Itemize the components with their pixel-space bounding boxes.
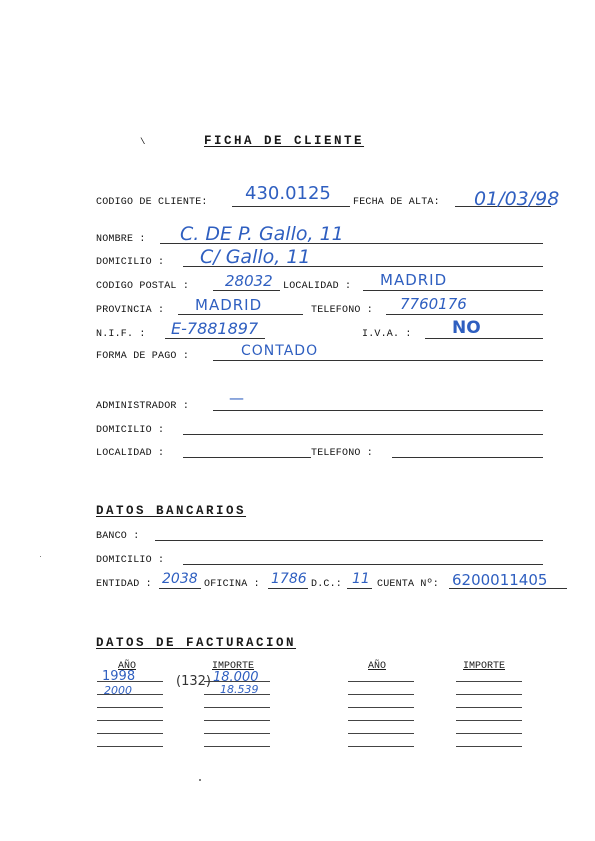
telefono-line xyxy=(386,314,543,315)
col-importe-2: IMPORTE xyxy=(463,661,506,672)
col-importe-1: IMPORTE xyxy=(212,661,255,672)
fecha-alta-value: 01/03/98 xyxy=(474,188,560,210)
facturacion-grid-line xyxy=(97,707,163,708)
facturacion-grid-line xyxy=(348,733,414,734)
dc-line xyxy=(347,588,372,589)
provincia-label: PROVINCIA : xyxy=(96,305,165,316)
adm-domicilio-label: DOMICILIO : xyxy=(96,425,165,436)
facturacion-heading: DATOS DE FACTURACION xyxy=(96,636,297,650)
banco-line xyxy=(155,540,543,541)
facturacion-grid-line xyxy=(456,746,522,747)
localidad-line xyxy=(363,290,543,291)
adm-domicilio-line xyxy=(183,434,543,435)
telefono-value: 7760176 xyxy=(400,295,467,313)
localidad-value: MADRID xyxy=(380,271,448,289)
codigo-postal-value: 28032 xyxy=(225,272,273,290)
fact-row-2-ano: 2000 xyxy=(104,684,132,697)
dc-value: 11 xyxy=(352,571,370,587)
facturacion-grid-line xyxy=(204,733,270,734)
corner-mark: \ xyxy=(140,137,146,147)
facturacion-grid-line xyxy=(456,720,522,721)
facturacion-grid-line xyxy=(97,720,163,721)
domicilio-value: C/ Gallo, 11 xyxy=(200,246,311,268)
adm-localidad-line xyxy=(183,457,311,458)
form-title: FICHA DE CLIENTE xyxy=(204,134,365,148)
bancarios-heading: DATOS BANCARIOS xyxy=(96,504,247,518)
forma-pago-line xyxy=(213,360,543,361)
iva-label: I.V.A. : xyxy=(362,329,412,340)
facturacion-grid-line xyxy=(204,707,270,708)
fact-row-1-importe: 18.000 xyxy=(213,670,259,685)
forma-pago-label: FORMA DE PAGO : xyxy=(96,351,190,362)
nombre-value: C. DE P. Gallo, 11 xyxy=(180,223,344,245)
col-ano-1: AÑO xyxy=(118,661,137,672)
facturacion-grid-line xyxy=(204,746,270,747)
administrador-label: ADMINISTRADOR : xyxy=(96,401,190,412)
facturacion-grid-line xyxy=(348,746,414,747)
banco-domicilio-line xyxy=(183,564,543,565)
codigo-cliente-line xyxy=(232,206,350,207)
oficina-line xyxy=(268,588,308,589)
col-ano-2: AÑO xyxy=(368,661,387,672)
adm-localidad-label: LOCALIDAD : xyxy=(96,448,165,459)
cuenta-value: 6200011405 xyxy=(452,571,548,589)
codigo-cliente-value: 430.0125 xyxy=(245,183,331,204)
facturacion-grid-line xyxy=(204,720,270,721)
codigo-postal-line xyxy=(213,290,280,291)
cuenta-label: CUENTA Nº: xyxy=(377,579,440,590)
oficina-label: OFICINA : xyxy=(204,579,260,590)
entidad-line xyxy=(159,588,201,589)
facturacion-grid-line xyxy=(348,694,414,695)
iva-line xyxy=(425,338,543,339)
localidad-label: LOCALIDAD : xyxy=(283,281,352,292)
adm-telefono-label: TELEFONO : xyxy=(311,448,374,459)
facturacion-grid-line xyxy=(348,707,414,708)
fact-row-1-ano: 1998 xyxy=(102,669,136,684)
entidad-label: ENTIDAD : xyxy=(96,579,152,590)
fecha-alta-label: FECHA DE ALTA: xyxy=(353,197,440,208)
fact-note: (132) xyxy=(176,674,211,689)
facturacion-grid-line xyxy=(456,707,522,708)
scan-speck xyxy=(40,556,41,557)
dc-label: D.C.: xyxy=(311,579,343,590)
provincia-value: MADRID xyxy=(195,296,263,314)
telefono-label: TELEFONO : xyxy=(311,305,374,316)
facturacion-grid-line xyxy=(456,694,522,695)
provincia-line xyxy=(178,314,303,315)
oficina-value: 1786 xyxy=(271,571,307,587)
administrador-value: — xyxy=(229,389,244,407)
facturacion-grid-line xyxy=(456,681,522,682)
fact-row-2-importe: 18.539 xyxy=(220,683,259,696)
banco-label: BANCO : xyxy=(96,531,140,542)
domicilio-label: DOMICILIO : xyxy=(96,257,165,268)
facturacion-grid-line xyxy=(97,733,163,734)
codigo-cliente-label: CODIGO DE CLIENTE: xyxy=(96,197,208,208)
facturacion-grid-line xyxy=(456,733,522,734)
scan-speck xyxy=(199,779,201,781)
nombre-label: NOMBRE : xyxy=(96,234,146,245)
facturacion-grid-line xyxy=(348,681,414,682)
forma-pago-value: CONTADO xyxy=(241,343,319,359)
facturacion-grid-line xyxy=(97,746,163,747)
nif-label: N.I.F. : xyxy=(96,329,146,340)
iva-value: NO xyxy=(452,318,481,338)
nif-value: E-7881897 xyxy=(171,319,259,338)
adm-telefono-line xyxy=(392,457,543,458)
banco-domicilio-label: DOMICILIO : xyxy=(96,555,165,566)
nif-line xyxy=(165,338,265,339)
facturacion-grid-line xyxy=(348,720,414,721)
codigo-postal-label: CODIGO POSTAL : xyxy=(96,281,190,292)
administrador-line xyxy=(213,410,543,411)
entidad-value: 2038 xyxy=(162,571,198,587)
